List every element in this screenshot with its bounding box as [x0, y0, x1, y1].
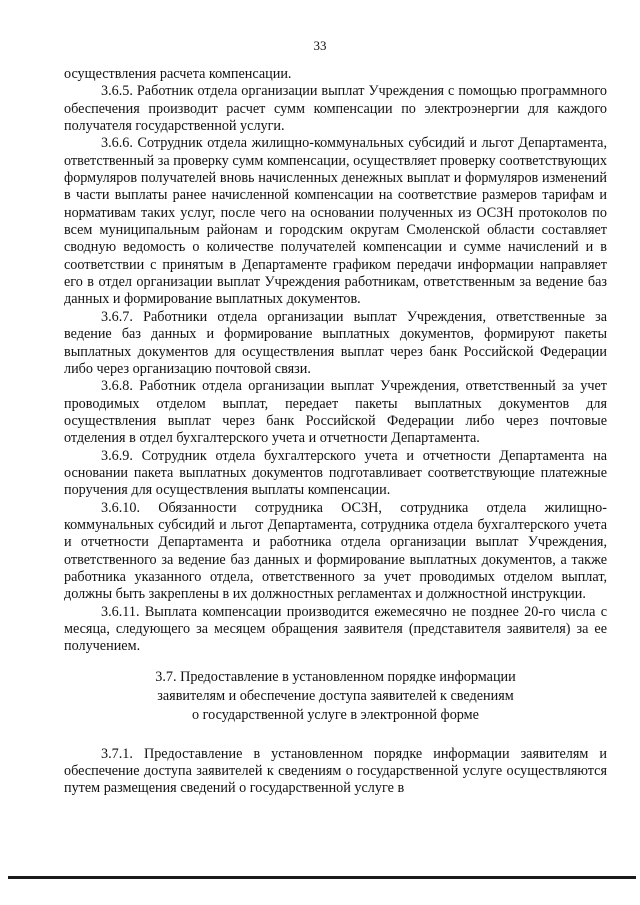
document-body — [64, 66, 607, 798]
page-number: 33 — [313, 38, 327, 53]
paragraph-3-6-9: 3.6.9. Сотрудник отдела бухгалтерского учета и отчетности Департамента на основании пакета выплатных документов подготавливает соответствующие платежные поручения для осуществления выплаты компенсации. — [64, 447, 607, 499]
section-heading-line: о государственной услуге в электронной форме — [192, 706, 479, 723]
paragraph-3-6-11: 3.6.11. Выплата компенсации производится ежемесячно не позднее 20-го числа с месяца, следующего за месяцем обращения заявителя (представителя заявителя) за ее получением. — [64, 603, 607, 655]
section-heading-line: 3.7. Предоставление в установленном порядке информации — [155, 668, 516, 685]
section-heading-line: заявителям и обеспечение доступа заявителей к сведениям — [157, 687, 514, 704]
paragraph-3-7-1: 3.7.1. Предоставление в установленном порядке информации заявителям и обеспечение доступа заявителей к сведениям о государственной услуге осуществляются путем размещения сведений о государственной услуге в — [64, 745, 607, 797]
paragraph-continuation: осуществления расчета компенсации. — [64, 66, 292, 82]
paragraph-3-6-8: 3.6.8. Работник отдела организации выплат Учреждения, ответственный за учет проводимых отделом выплат, передает пакеты выплатных документов для осуществления выплат через банк Российской Федерации либо через почтовые отделения в отдел бухгалтерского учета и отчетности Департамента. — [64, 378, 607, 447]
paragraph-3-6-6: 3.6.6. Сотрудник отдела жилищно-коммунальных субсидий и льгот Департамента, ответственный за проверку сумм компенсации, осуществляет проверку соответствующих формуляров получателей вновь начисленных денежных выплат и формуляров изменений в части выплаты ранее начисленной компенсации на соответствие размеров тарифам и нормативам таких услуг, после чего на основании полученных из ОСЗН протоколов по всем муниципальным районам и городским округам Смоленской области составляет сводную ведомость о количестве получателей компенсации и сумме начислений и в соответствии с принятым в Департаменте графиком передачи информации направляет его в отдел организации выплат Учреждения работникам, ответственным за ведение баз данных и формирование выплатных документов. — [64, 135, 607, 308]
bottom-rule — [8, 876, 636, 879]
paragraph-3-6-5: 3.6.5. Работник отдела организации выплат Учреждения с помощью программного обеспечения производит расчет сумм компенсации по электроэнергии для каждого получателя государственной услуги. — [64, 83, 607, 135]
paragraph-3-6-10: 3.6.10. Обязанности сотрудника ОСЗН, сотрудника отдела жилищно-коммунальных субсидий и льгот Департамента, сотрудника отдела бухгалтерского учета и отчетности Департамента и работника отдела организации выплат Учреждения, ответственного за ведение баз данных и формирование выплатных документов, а также работника указанного отдела, ответственного за учет проводимых отделом выплат, должны быть закреплены в их должностных регламентах и должностной инструкции. — [64, 499, 607, 603]
paragraph-3-6-7: 3.6.7. Работники отдела организации выплат Учреждения, ответственные за ведение баз данных и формирование выплатных документов, формируют пакеты выплатных документов для осуществления выплат через банк Российской Федерации либо через организацию почтовой связи. — [64, 308, 607, 377]
section-heading-3-7 — [64, 668, 607, 725]
